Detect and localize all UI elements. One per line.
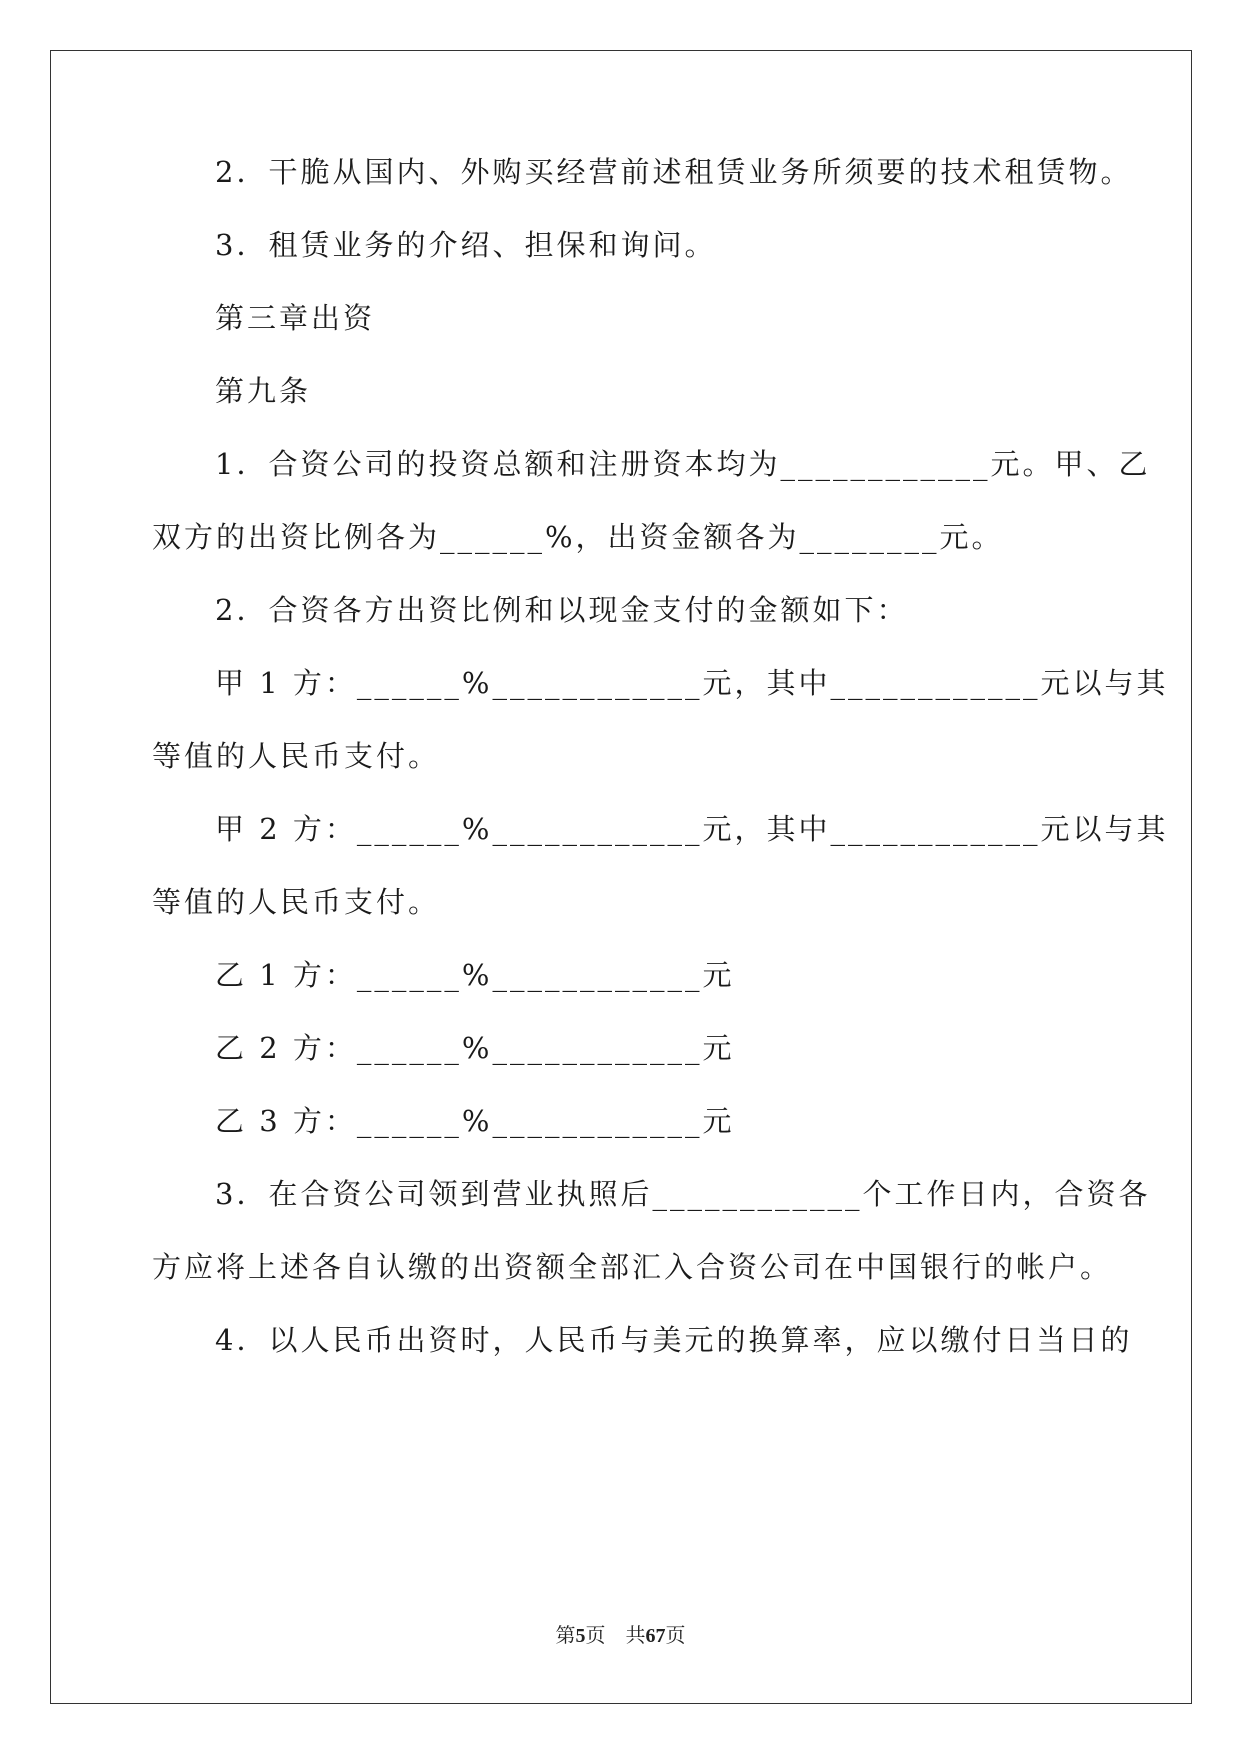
clause-3-line-1: 3．在合资公司领到营业执照后____________个工作日内，合资各 <box>215 1177 1151 1211</box>
party-a1-line-2: 等值的人民币支付。 <box>152 739 441 773</box>
total-pages: 67 <box>645 1625 666 1647</box>
page-prefix: 第 <box>555 1625 576 1647</box>
paragraph-line-3: 3．租赁业务的介绍、担保和询问。 <box>215 228 717 262</box>
party-a2-line-2: 等值的人民币支付。 <box>152 885 441 919</box>
party-b1-line: 乙 1 方：______%____________元 <box>215 958 735 992</box>
paragraph-line-2: 2．干脆从国内、外购买经营前述租赁业务所须要的技术租赁物。 <box>215 155 1133 189</box>
chapter-heading: 第三章出资 <box>215 301 376 335</box>
clause-2-intro: 2．合资各方出资比例和以现金支付的金额如下： <box>215 593 909 627</box>
page-suffix: 页 <box>585 1625 606 1647</box>
party-b2-line: 乙 2 方：______%____________元 <box>215 1031 735 1065</box>
page-number: 5 <box>575 1625 586 1647</box>
party-b3-line: 乙 3 方：______%____________元 <box>215 1104 735 1138</box>
clause-4-line-1: 4．以人民币出资时，人民币与美元的换算率，应以缴付日当日的 <box>215 1323 1133 1357</box>
total-prefix: 共 <box>625 1625 646 1647</box>
total-suffix: 页 <box>665 1625 686 1647</box>
page-footer <box>0 1624 1241 1648</box>
clause-1-line-1: 1．合资公司的投资总额和注册资本均为____________元。甲、乙 <box>215 447 1151 481</box>
article-heading: 第九条 <box>215 374 312 408</box>
party-a2-line-1: 甲 2 方：______%____________元，其中____________元以与其 <box>215 812 1169 846</box>
party-a1-line-1: 甲 1 方：______%____________元，其中____________元以与其 <box>215 666 1169 700</box>
clause-1-line-2: 双方的出资比例各为______%，出资金额各为________元。 <box>152 520 1004 554</box>
clause-3-line-2: 方应将上述各自认缴的出资额全部汇入合资公司在中国银行的帐户。 <box>152 1250 1113 1284</box>
